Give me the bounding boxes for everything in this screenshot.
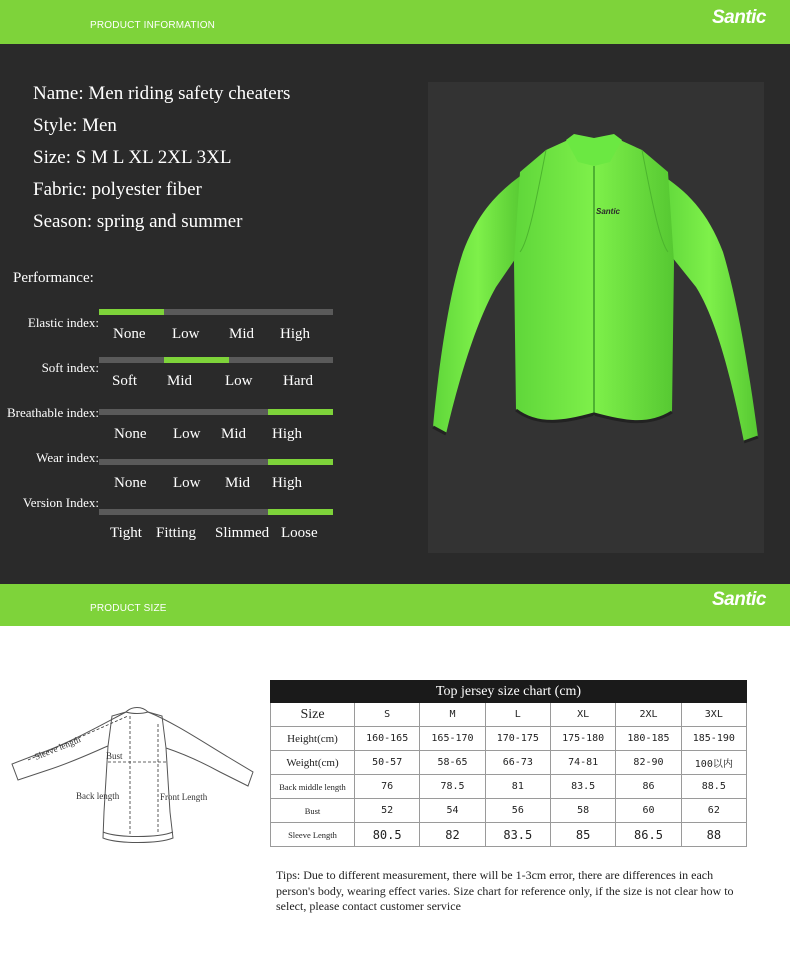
table-cell: 56 [485, 799, 550, 823]
table-cell: 80.5 [355, 823, 420, 847]
size-chart-title-row [271, 681, 747, 703]
size-col-3xl: 3XL [681, 703, 746, 727]
size-col-xl: XL [550, 703, 615, 727]
table-cell: 175-180 [550, 727, 615, 751]
table-cell: 50-57 [355, 751, 420, 775]
table-cell: 52 [355, 799, 420, 823]
soft-index-label: Soft index: [41, 360, 99, 375]
table-cell: 185-190 [681, 727, 746, 751]
product-size-section [0, 626, 790, 963]
version-index-bar [99, 509, 333, 515]
table-row [271, 799, 747, 823]
table-cell: 54 [420, 799, 485, 823]
wear-option-high: High [272, 475, 302, 491]
info-style: Style: Men [33, 115, 117, 136]
table-cell: 78.5 [420, 775, 485, 799]
size-header-row [271, 703, 747, 727]
info-size: Size: S M L XL 2XL 3XL [33, 147, 232, 168]
table-cell: 81 [485, 775, 550, 799]
wear-index-fill [268, 459, 333, 465]
table-cell: 58-65 [420, 751, 485, 775]
elastic-option-none: None [113, 326, 146, 342]
wear-option-low: Low [173, 475, 201, 491]
row-label-weight: Weight(cm) [271, 751, 355, 775]
info-season: Season: spring and summer [33, 211, 243, 232]
breathable-option-none: None [114, 426, 147, 442]
breathable-index-label: Breathable index: [6, 405, 99, 420]
breathable-index-fill [268, 409, 333, 415]
size-tips: Tips: Due to different measurement, there will be 1-3cm error, there are differences in each person's body, wearing effect varies. Size chart for reference only, if the size is not clear how to select, please contact customer service [276, 868, 734, 913]
soft-index-bar [99, 357, 333, 363]
santic-logo: Santic [711, 7, 766, 28]
soft-option-mid: Mid [167, 373, 193, 389]
elastic-option-low: Low [172, 326, 200, 342]
version-index-label: Version Index: [22, 495, 99, 510]
table-row [271, 727, 747, 751]
size-chart-title: Top jersey size chart (cm) [271, 681, 747, 703]
soft-option-hard: Hard [283, 373, 313, 389]
table-cell: 170-175 [485, 727, 550, 751]
info-fabric: Fabric: polyester fiber [33, 179, 202, 200]
table-row [271, 751, 747, 775]
front-length-label: Front Length [160, 792, 208, 802]
breathable-option-high: High [272, 426, 302, 442]
table-cell: 100以内 [681, 751, 746, 775]
row-label-back-middle-length: Back middle length [271, 775, 355, 799]
sleeve-length-label: Sleeve length [33, 734, 82, 762]
table-cell: 85 [550, 823, 615, 847]
table-cell: 66-73 [485, 751, 550, 775]
size-col-s: S [355, 703, 420, 727]
wear-index-label: Wear index: [36, 450, 99, 465]
table-cell: 83.5 [550, 775, 615, 799]
version-index-fill [268, 509, 333, 515]
performance-label: Performance: [13, 270, 94, 286]
elastic-option-high: High [280, 326, 310, 342]
table-cell: 60 [616, 799, 681, 823]
jersey-measurement-diagram [8, 702, 264, 852]
table-cell: 82 [420, 823, 485, 847]
santic-logo-2: Santic [711, 589, 766, 610]
wear-option-mid: Mid [225, 475, 251, 491]
size-header-bar [0, 584, 790, 626]
breathable-option-low: Low [173, 426, 201, 442]
table-cell: 86.5 [616, 823, 681, 847]
info-name: Name: Men riding safety cheaters [33, 83, 291, 104]
soft-option-low: Low [225, 373, 253, 389]
wear-index-bar [99, 459, 333, 465]
green-jacket-icon [428, 82, 764, 553]
wear-option-none: None [114, 475, 147, 491]
soft-index-fill [164, 357, 229, 363]
product-size-title: PRODUCT SIZE [90, 603, 167, 614]
version-option-tight: Tight [110, 525, 142, 541]
header-bar [0, 0, 790, 44]
elastic-index-fill [99, 309, 164, 315]
version-option-loose: Loose [281, 525, 318, 541]
breathable-index-bar [99, 409, 333, 415]
back-length-label: Back length [76, 791, 120, 801]
product-photo [428, 82, 764, 553]
table-cell: 165-170 [420, 727, 485, 751]
version-option-fitting: Fitting [156, 525, 197, 541]
elastic-index-bar [99, 309, 333, 315]
row-label-bust: Bust [271, 799, 355, 823]
table-cell: 83.5 [485, 823, 550, 847]
bust-label: Bust [106, 751, 123, 761]
product-info-section [0, 44, 790, 584]
table-cell: 82-90 [616, 751, 681, 775]
table-cell: 62 [681, 799, 746, 823]
breathable-option-mid: Mid [221, 426, 247, 442]
table-cell: 88 [681, 823, 746, 847]
table-cell: 74-81 [550, 751, 615, 775]
soft-option-soft: Soft [112, 373, 138, 389]
row-label-sleeve-length: Sleeve Length [271, 823, 355, 847]
size-header-label: Size [271, 703, 355, 727]
table-cell: 58 [550, 799, 615, 823]
elastic-index-label: Elastic index: [27, 315, 99, 330]
jacket-brand-mark: Santic [596, 207, 621, 216]
table-cell: 180-185 [616, 727, 681, 751]
table-cell: 88.5 [681, 775, 746, 799]
table-cell: 76 [355, 775, 420, 799]
size-col-m: M [420, 703, 485, 727]
elastic-option-mid: Mid [229, 326, 255, 342]
table-row [271, 823, 747, 847]
size-col-l: L [485, 703, 550, 727]
version-option-slimmed: Slimmed [215, 525, 270, 541]
table-cell: 86 [616, 775, 681, 799]
table-cell: 160-165 [355, 727, 420, 751]
row-label-height: Height(cm) [271, 727, 355, 751]
size-col-2xl: 2XL [616, 703, 681, 727]
table-row [271, 775, 747, 799]
product-information-title: PRODUCT INFORMATION [90, 20, 216, 31]
size-chart-table [270, 680, 747, 847]
